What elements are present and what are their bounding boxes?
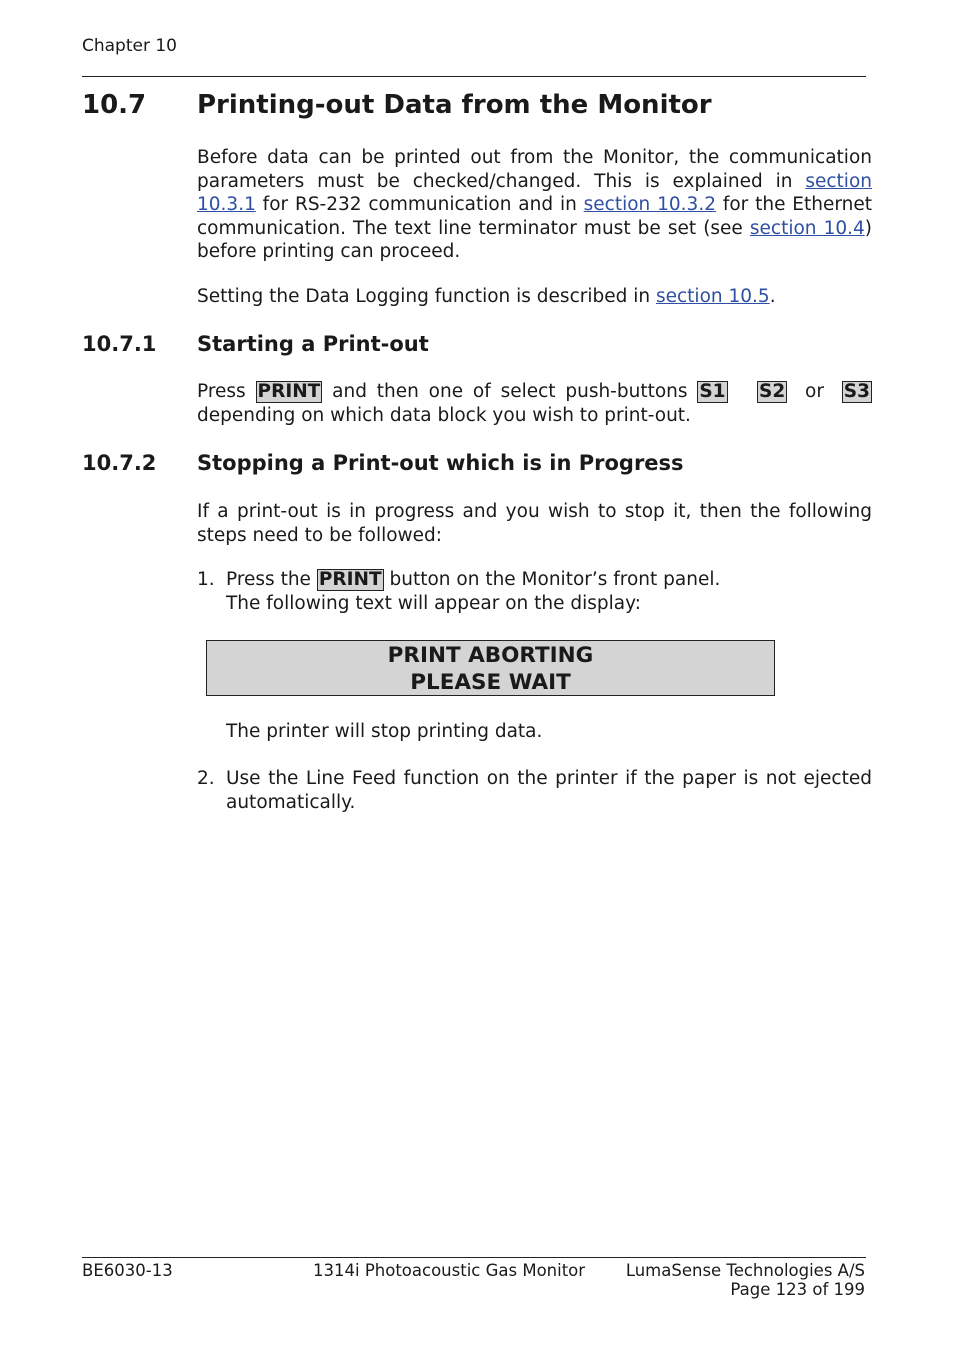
logging-text-1: Setting the Data Logging function is described in <box>197 286 656 307</box>
subsection-1-title: Starting a Print-out <box>197 332 429 356</box>
after-display-text <box>197 720 872 744</box>
footer-rule <box>82 1257 866 1258</box>
section-number: 10.7 <box>82 90 147 120</box>
link-section-10-4[interactable]: section 10.4 <box>749 217 865 239</box>
intro-text-3: for the Ethernet communication. The text line terminator must be set (see <box>197 194 872 239</box>
footer-company: LumaSense Technologies A/S <box>625 1261 865 1280</box>
intro-paragraph <box>197 146 872 264</box>
step-1-text-3: The following text will appear on the display: <box>226 592 641 614</box>
subsection-1-heading <box>82 332 429 356</box>
link-section-10-3-1[interactable]: section 10.3.1 <box>197 170 872 215</box>
step-2 <box>197 767 872 814</box>
footer-product: 1314i Photoacoustic Gas Monitor <box>313 1261 586 1280</box>
printer-stop-text: The printer will stop printing data. <box>226 721 543 742</box>
link-section-10-3-2[interactable]: section 10.3.2 <box>583 194 716 215</box>
intro-text-1: Before data can be printed out from the Monitor, the communication parameters must be checked/changed. This is explained in <box>197 147 872 192</box>
subsection-2-title: Stopping a Print-out which is in Progress <box>197 451 684 475</box>
s2-key: S2 <box>759 381 786 402</box>
start-print-paragraph <box>197 380 872 427</box>
intro-text-2: for RS-232 communication and in <box>255 194 584 215</box>
start-text-4: depending on which data block you wish to print-out. <box>197 404 691 426</box>
link-section-10-5[interactable]: section 10.5 <box>655 286 770 307</box>
step-1-marker: 1. <box>197 569 215 590</box>
logging-paragraph <box>197 285 872 309</box>
s3-key: S3 <box>843 381 870 402</box>
step-2-text: Use the Line Feed function on the printer if the paper is not ejected automatically. <box>226 768 872 813</box>
print-key: PRINT <box>318 569 382 590</box>
section-heading <box>82 90 712 120</box>
start-text-3: or <box>787 381 842 402</box>
print-key: PRINT <box>257 381 321 402</box>
footer-page-number: Page 123 of 199 <box>730 1280 865 1299</box>
start-text-2: and then one of select push-buttons <box>322 381 698 402</box>
step-1-text-2: button on the Monitor’s front panel. <box>383 569 721 590</box>
s1-key: S1 <box>699 381 726 402</box>
subsection-2-heading <box>82 451 684 475</box>
monitor-display-message <box>206 640 775 696</box>
subsection-2-number: 10.7.2 <box>82 451 157 475</box>
step-1 <box>197 568 872 615</box>
footer-doc-id: BE6030-13 <box>82 1261 173 1280</box>
running-header: Chapter 10 <box>82 36 178 56</box>
stop-print-intro: If a print-out is in progress and you wish to stop it, then the following steps need to be followed: <box>197 501 872 546</box>
subsection-1-number: 10.7.1 <box>82 332 157 356</box>
step-1-text-1: Press the <box>226 569 317 590</box>
start-text-1: Press <box>197 381 256 402</box>
intro-text-4: ) before printing can proceed. <box>197 217 873 262</box>
display-line-1: PRINT ABORTING <box>387 643 594 668</box>
section-title: Printing-out Data from the Monitor <box>197 90 712 120</box>
display-line-2: PLEASE WAIT <box>410 670 571 695</box>
logging-text-2: . <box>769 286 776 307</box>
header-rule <box>82 76 866 77</box>
step-2-marker: 2. <box>197 768 215 789</box>
